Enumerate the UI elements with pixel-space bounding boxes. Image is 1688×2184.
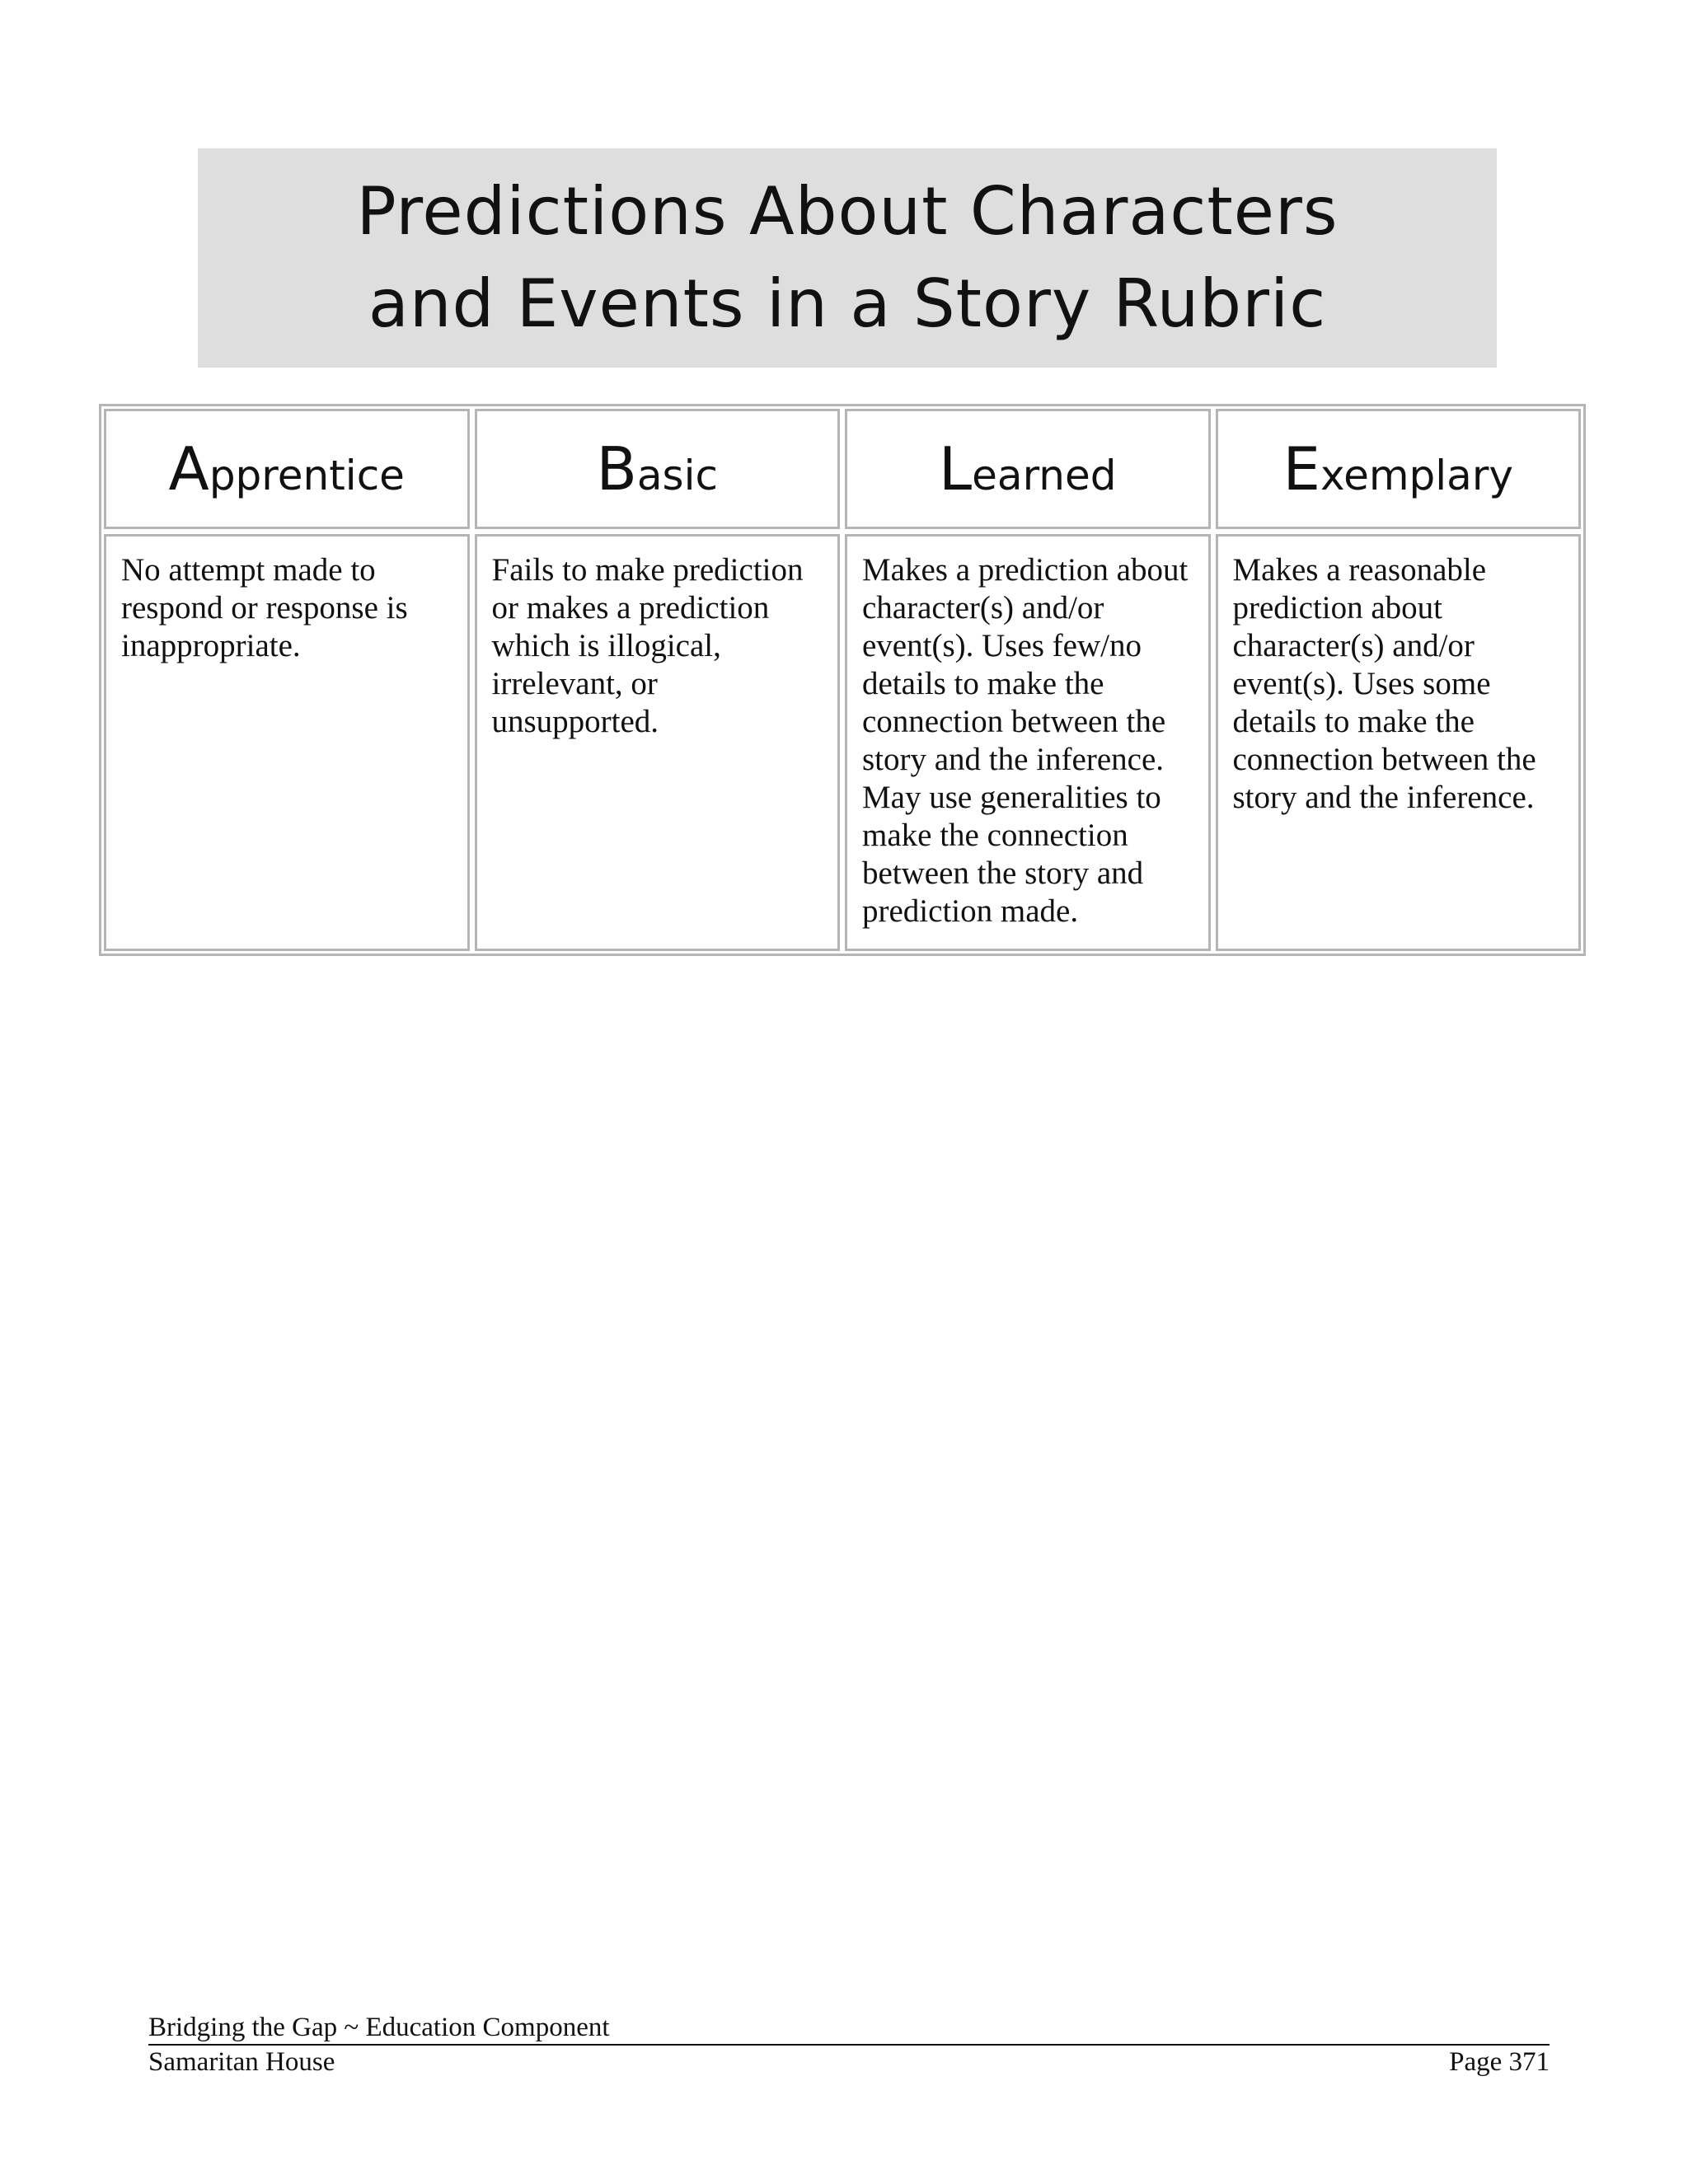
- header-cell-apprentice: [104, 409, 470, 529]
- header-cell-learned: [845, 409, 1211, 529]
- description-learned: Makes a prediction about character(s) and/or event(s). Uses few/no details to make the connection between the story and the inference. May use generalities to make the connection between the story and prediction made.: [845, 534, 1211, 951]
- header-rest: pprentice: [209, 452, 405, 499]
- header-label-learned: [939, 434, 1116, 504]
- header-label-exemplary: [1283, 434, 1513, 504]
- description-apprentice: No attempt made to respond or response is inappropriate.: [104, 534, 470, 951]
- header-rest: earned: [972, 452, 1117, 499]
- header-label-basic: [597, 434, 718, 504]
- header-rest: xemplary: [1320, 452, 1513, 499]
- header-initial: B: [596, 434, 637, 504]
- description-basic: Fails to make prediction or makes a prediction which is illogical, irrelevant, or unsupported.: [475, 534, 841, 951]
- page-title-line-1: Predictions About Characters: [356, 173, 1339, 250]
- description-exemplary: Makes a reasonable prediction about character(s) and/or event(s). Uses some details to make the connection between the story and the inference.: [1216, 534, 1582, 951]
- footer-page-number: Page 371: [1449, 2047, 1550, 2077]
- footer-bottom-row: [148, 2046, 1550, 2079]
- rubric-table: [99, 404, 1586, 956]
- title-banner: [198, 148, 1497, 368]
- page-footer: [148, 2011, 1550, 2079]
- header-initial: L: [939, 434, 973, 504]
- page-title-line-2: and Events in a Story Rubric: [368, 265, 1327, 342]
- header-rest: asic: [636, 452, 718, 499]
- footer-program: Bridging the Gap ~ Education Component: [148, 2013, 610, 2042]
- header-cell-basic: [475, 409, 841, 529]
- header-initial: A: [168, 434, 209, 504]
- footer-organization: Samaritan House: [148, 2047, 335, 2077]
- header-initial: E: [1282, 434, 1321, 504]
- header-cell-exemplary: [1216, 409, 1582, 529]
- header-label-apprentice: [169, 434, 405, 504]
